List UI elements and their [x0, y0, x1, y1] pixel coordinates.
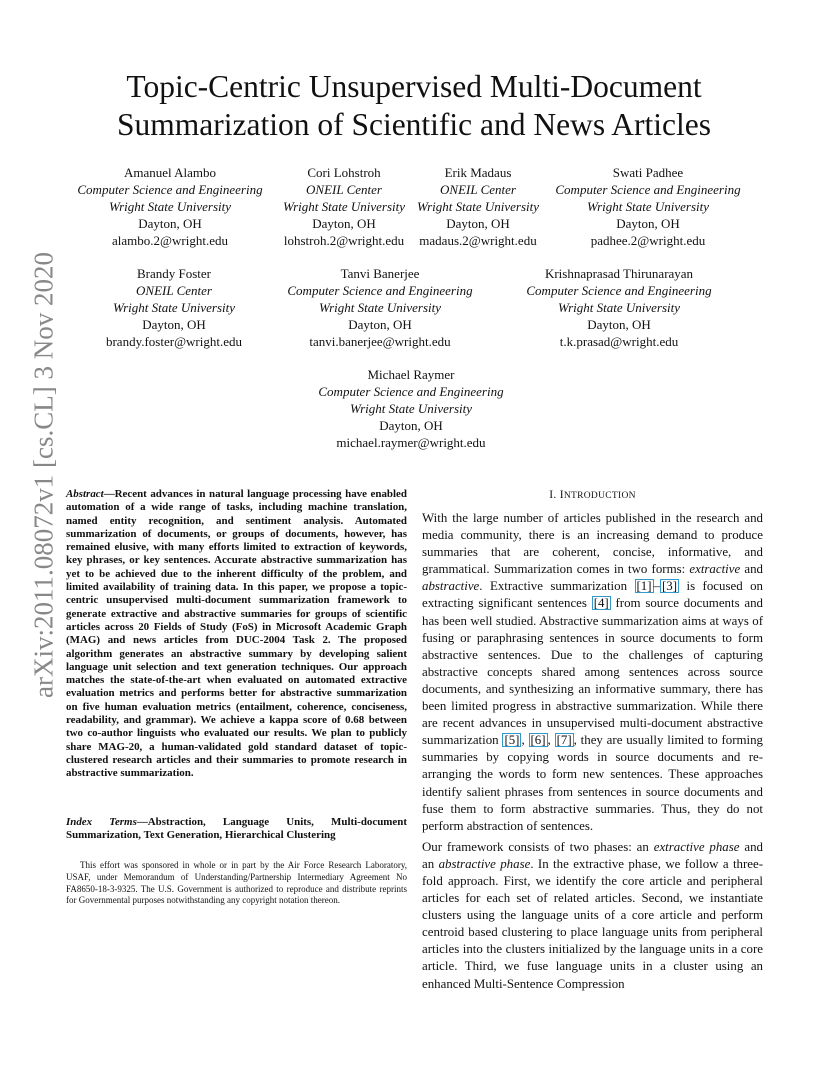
intro-paragraph-2: [422, 839, 763, 993]
author-dept: ONEIL Center: [306, 182, 382, 197]
author-block: [280, 265, 480, 350]
author-univ: Wright State University: [557, 300, 681, 315]
author-dept: ONEIL Center: [440, 182, 516, 197]
author-name: Swati Padhee: [612, 165, 684, 180]
citation-link[interactable]: [3]: [661, 579, 678, 594]
emphasis: extractive: [689, 562, 741, 577]
text-span: With the large number of articles published in the research and media community, there is an increasing demand to produce summaries that are coherent, concise, informative, and grammatical. Summarization comes in two forms:: [422, 511, 763, 577]
abstract-lead: Abstract: [66, 488, 104, 500]
author-email: t.k.prasad@wright.edu: [559, 334, 679, 349]
author-univ: Wright State University: [349, 401, 473, 416]
author-univ: Wright State University: [416, 199, 540, 214]
author-city: Dayton, OH: [348, 317, 412, 332]
text-span: from source documents and has been well studied. Abstractive summarization aims at ways of fusing or paraphrasing sentences in source documents to form abstractive sentences. Due to the challenges of capturing abstractive concepts shared among sentences across source documents, and synthesizing an informative summary, there has been limited progress in abstractive summarization. While there are recent advances in unsupervised multi-document abstractive summarization: [422, 596, 763, 748]
author-block: [311, 366, 511, 451]
author-email: alambo.2@wright.edu: [112, 233, 228, 248]
author-block: [278, 164, 410, 249]
author-name: Tanvi Banerjee: [340, 266, 420, 281]
emphasis: abstractive phase: [438, 856, 531, 871]
author-city: Dayton, OH: [587, 317, 651, 332]
author-dept: Computer Science and Engineering: [555, 182, 741, 197]
author-univ: Wright State University: [318, 300, 442, 315]
index-terms-text: —Abstraction, Language Units, Multi-document Summarization, Text Generation, Hierarchical Clustering: [66, 816, 407, 842]
author-city: Dayton, OH: [616, 216, 680, 231]
author-dept: ONEIL Center: [136, 283, 212, 298]
author-univ: Wright State University: [586, 199, 710, 214]
text-span: –: [653, 579, 660, 594]
text-span: ,: [521, 733, 529, 748]
author-univ: Wright State University: [108, 199, 232, 214]
paper-title: [60, 68, 768, 144]
author-dept: Computer Science and Engineering: [318, 384, 504, 399]
footnote-text: This effort was sponsored in whole or in part by the Air Force Research Laboratory, USAF, under Memorandum of Understanding/Partnership Intermediary Agreement No FA8650-18-3-9325. The U.S. Government is authorized to reproduce and distribute reprints for Governmental purposes notwithstanding any copyright notation thereon.: [66, 860, 407, 906]
emphasis: extractive phase: [653, 839, 740, 854]
text-span: . In the extractive phase, we follow a three-fold approach. First, we identify the core article and peripheral articles for each set of related articles. Second, we instantiate clusters using the language units of a core article and perform centroid based clustering to place language units from peripheral articles into the clusters initialized by the language units in a core article. Third, we fuse language units in a cluster using an enhanced Multi-Sentence Compression: [422, 856, 764, 991]
text-span: ,: [547, 733, 555, 748]
arxiv-stamp: [14, 252, 74, 698]
author-univ: Wright State University: [282, 199, 406, 214]
author-email: brandy.foster@wright.edu: [105, 334, 243, 349]
author-email: padhee.2@wright.edu: [590, 233, 706, 248]
author-name: Cori Lohstroh: [307, 165, 381, 180]
section-initial: I: [559, 489, 564, 501]
intro-paragraph-1: [422, 510, 763, 835]
text-span: . Extractive summarization: [479, 579, 635, 594]
arxiv-stamp-text: arXiv:2011.08072v1 [cs.CL] 3 Nov 2020: [28, 252, 59, 698]
author-city: Dayton, OH: [138, 216, 202, 231]
author-email: tanvi.banerjee@wright.edu: [309, 334, 451, 349]
funding-footnote: [66, 860, 407, 907]
author-email: lohstroh.2@wright.edu: [283, 233, 405, 248]
text-span: and: [740, 562, 763, 577]
author-name: Erik Madaus: [444, 165, 512, 180]
author-univ: Wright State University: [112, 300, 236, 315]
author-block: [412, 164, 544, 249]
author-city: Dayton, OH: [142, 317, 206, 332]
index-terms: [66, 816, 407, 843]
abstract: [66, 488, 407, 781]
author-name: Michael Raymer: [367, 367, 455, 382]
author-dept: Computer Science and Engineering: [526, 283, 712, 298]
author-name: Amanuel Alambo: [123, 165, 217, 180]
author-email: michael.raymer@wright.edu: [336, 435, 486, 450]
abstract-text: —Recent advances in natural language processing have enabled automation of a wide range of tasks, including machine translation, named entity recognition, and sentiment analysis. Automated summarization of documents, or groups of documents, however, has remained elusive, with many efforts limited to extraction of keywords, key phrases, or key sentences. Accurate abstractive summarization has yet to be achieved due to the inherent difficulty of the problem, and limited availability of training data. In this paper, we propose a topic-centric unsupervised multi-document summarization framework to generate extractive and abstractive summaries for groups of scientific articles across 20 Fields of Study (FoS) in Microsoft Academic Graph (MAG) and news articles from DUC-2004 Task 2. The proposed algorithm generates an abstractive summary by developing salient language unit selection and text generation techniques. Our approach matches the state-of-the-art when evaluated on automated extractive evaluation metrics and performs better for abstractive summarization on five human evaluation metrics (entailment, coherence, conciseness, readability, and grammar). We achieve a kappa score of 0.68 between two co-author linguists who evaluated our results. We plan to publicly share MAG-20, a human-validated gold standard dataset of topic-clustered research articles and their summaries to promote research in abstractive summarization.: [66, 488, 407, 780]
author-block: [70, 164, 270, 249]
citation-link[interactable]: [5]: [504, 733, 520, 748]
text-span: Our framework consists of two phases: an: [422, 839, 654, 854]
introduction-body: [422, 510, 763, 997]
emphasis: abstractive: [422, 579, 480, 594]
title-line-2: Summarization of Scientific and News Articles: [117, 107, 711, 142]
text-span: is focused on extracting significant sentences: [422, 579, 764, 611]
text-span: and an: [422, 839, 763, 871]
author-block: [519, 265, 719, 350]
citation-link[interactable]: [1]: [636, 579, 652, 594]
citation-link[interactable]: [7]: [556, 733, 572, 748]
author-block: [74, 265, 274, 350]
citation-link[interactable]: [4]: [593, 596, 609, 611]
text-span: , they are usually limited to forming summaries by copying words in source documents and re-arranging the words to form new sentences. These approaches identify salient phrases from sentences in source documents and fuse them to form abstractive summaries. Thus, they do not perform abstraction of sentences.: [422, 733, 763, 833]
index-terms-lead: Index Terms: [66, 816, 137, 828]
section-number: I.: [549, 489, 557, 501]
author-email: madaus.2@wright.edu: [419, 233, 537, 248]
citation-link[interactable]: [6]: [530, 733, 546, 748]
section-title-rest: NTRODUCTION: [563, 491, 636, 501]
author-dept: Computer Science and Engineering: [287, 283, 473, 298]
section-heading: [422, 489, 763, 501]
author-dept: Computer Science and Engineering: [77, 182, 263, 197]
author-name: Krishnaprasad Thirunarayan: [544, 266, 694, 281]
author-name: Brandy Foster: [136, 266, 212, 281]
author-city: Dayton, OH: [446, 216, 510, 231]
author-block: [548, 164, 748, 249]
title-line-1: Topic-Centric Unsupervised Multi-Document: [126, 69, 702, 104]
author-city: Dayton, OH: [312, 216, 376, 231]
author-city: Dayton, OH: [379, 418, 443, 433]
